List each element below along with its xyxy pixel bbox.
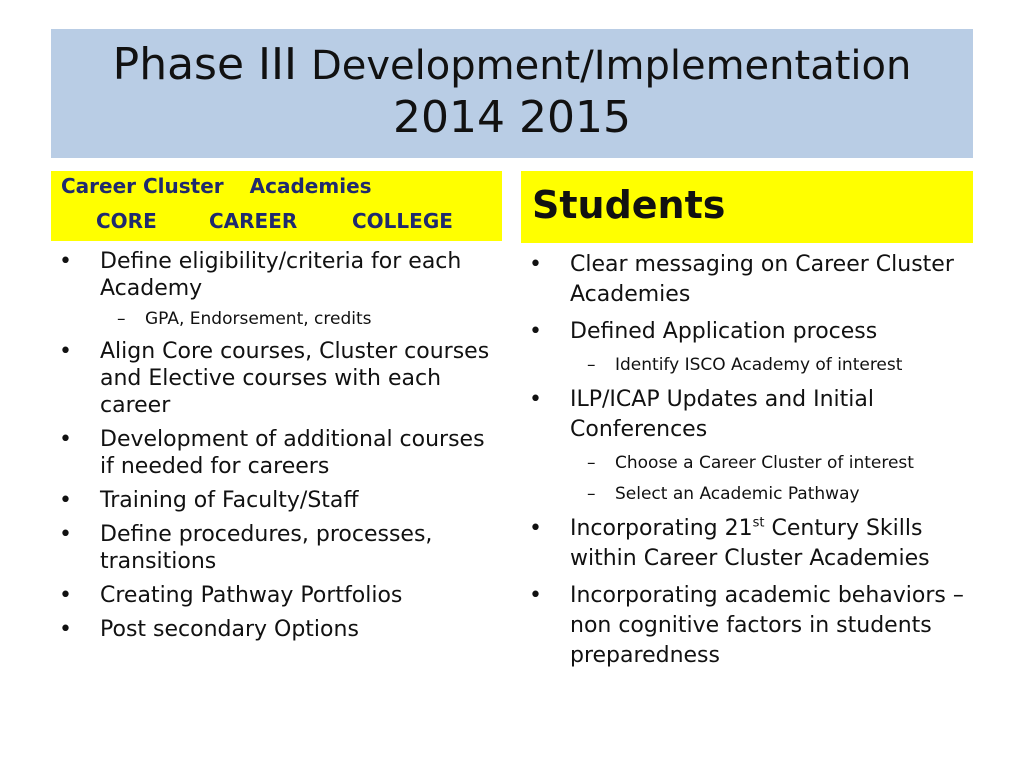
item-text: Align Core courses, Cluster courses and Elective courses with each career: [100, 339, 490, 418]
list-item: [51, 487, 501, 514]
sub-item: [521, 482, 973, 506]
bullet-icon: •: [59, 339, 72, 364]
item-text-21st: [570, 516, 930, 571]
dash-icon: –: [587, 355, 596, 375]
item-text-post: Century Skills within Career Cluster Academies: [570, 516, 930, 571]
title-phase: Phase III: [112, 39, 297, 90]
title-line-1: [51, 39, 973, 92]
career-label: CAREER: [209, 209, 298, 233]
superscript-st: st: [752, 515, 765, 531]
list-item: [521, 385, 973, 445]
item-text: Defined Application process: [570, 319, 878, 344]
list-item: [51, 426, 501, 480]
sub-item: [521, 353, 973, 377]
item-text: Post secondary Options: [100, 617, 359, 642]
item-text: ILP/ICAP Updates and Initial Conferences: [570, 387, 874, 442]
sub-item-text: Choose a Career Cluster of interest: [615, 453, 914, 473]
bullet-icon: •: [529, 252, 542, 277]
dash-icon: –: [587, 453, 596, 473]
bullet-icon: •: [59, 583, 72, 608]
list-item: [51, 248, 501, 302]
career-cluster-heading: [61, 174, 372, 198]
item-text: Creating Pathway Portfolios: [100, 583, 403, 608]
dash-icon: –: [117, 309, 126, 329]
item-text: Training of Faculty/Staff: [100, 488, 359, 513]
students-title: Students: [532, 183, 726, 227]
list-item: [521, 581, 973, 671]
sub-item-text: Select an Academic Pathway: [615, 484, 860, 504]
bullet-icon: •: [529, 516, 542, 541]
sub-item: [51, 308, 501, 330]
students-header: [521, 171, 973, 243]
right-bullet-list: [521, 250, 973, 678]
bullet-icon: •: [529, 319, 542, 344]
core-label: CORE: [96, 209, 157, 233]
dash-icon: –: [587, 484, 596, 504]
list-item: [51, 616, 501, 643]
career-cluster-label: Career Cluster: [61, 174, 224, 198]
item-text: Define procedures, processes, transitions: [100, 522, 433, 574]
career-cluster-header: [51, 171, 502, 241]
slide-title: [51, 29, 973, 158]
item-text: Incorporating academic behaviors – non cognitive factors in students preparedness: [570, 583, 964, 668]
bullet-icon: •: [59, 249, 72, 274]
list-item: [521, 514, 973, 574]
item-text: Development of additional courses if needed for careers: [100, 427, 485, 479]
title-years: 2014 2015: [393, 92, 631, 143]
list-item: [51, 521, 501, 575]
sub-item-text: Identify ISCO Academy of interest: [615, 355, 903, 375]
list-item: [51, 338, 501, 419]
core-career-college: [96, 209, 453, 233]
list-item: [521, 317, 973, 347]
academies-label: Academies: [249, 174, 372, 198]
sub-item: [521, 451, 973, 475]
item-text-pre: Incorporating 21: [570, 516, 753, 541]
bullet-icon: •: [59, 488, 72, 513]
college-label: COLLEGE: [352, 209, 453, 233]
bullet-icon: •: [59, 522, 72, 547]
bullet-icon: •: [529, 583, 542, 608]
item-text: Clear messaging on Career Cluster Academies: [570, 252, 954, 307]
left-bullet-list: [51, 248, 501, 650]
sub-item-text: GPA, Endorsement, credits: [145, 309, 372, 329]
bullet-icon: •: [59, 617, 72, 642]
title-development: Development/Implementation: [310, 43, 912, 89]
list-item: [51, 582, 501, 609]
bullet-icon: •: [529, 387, 542, 412]
list-item: [521, 250, 973, 310]
bullet-icon: •: [59, 427, 72, 452]
item-text: Define eligibility/criteria for each Academy: [100, 249, 462, 301]
